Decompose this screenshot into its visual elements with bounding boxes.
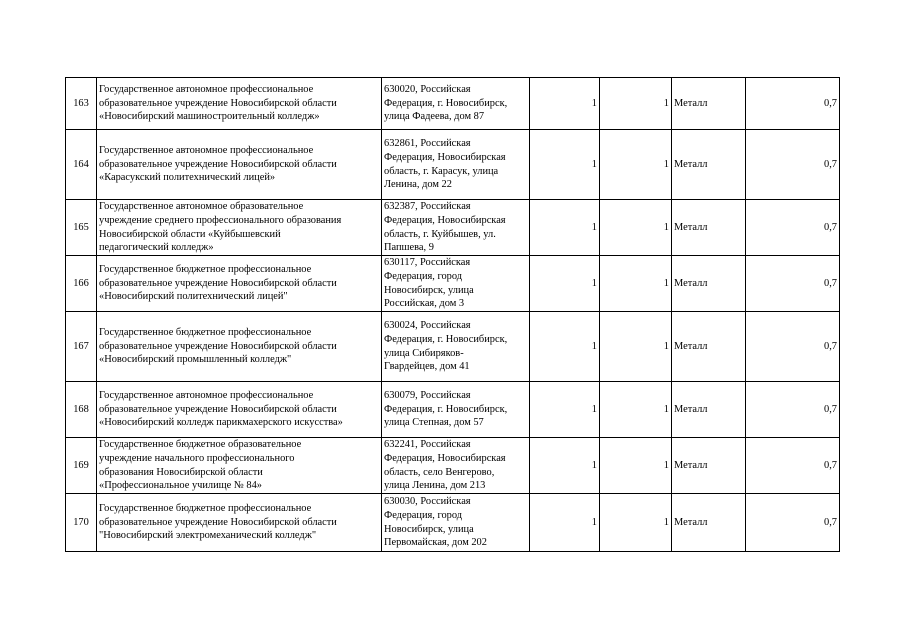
value-cell: 0,7 xyxy=(746,78,840,130)
quantity-cell: 1 xyxy=(530,130,600,200)
table-row xyxy=(66,438,840,494)
material-cell: Металл xyxy=(672,78,746,130)
institution-address: 632861, Российская Федерация, Новосибирская область, г. Карасук, улица Ленина, дом 22 xyxy=(382,130,530,200)
institution-name: Государственное бюджетное профессиональное образовательное учреждение Новосибирской области «Новосибирский промышленный колледж" xyxy=(97,312,382,382)
institution-address: 630030, Российская Федерация, город Новосибирск, улица Первомайская, дом 202 xyxy=(382,494,530,552)
quantity-cell: 1 xyxy=(530,312,600,382)
institution-address: 630117, Российская Федерация, город Новосибирск, улица Российская, дом 3 xyxy=(382,256,530,312)
table-row xyxy=(66,256,840,312)
row-number: 168 xyxy=(66,382,97,438)
value-cell: 0,7 xyxy=(746,382,840,438)
row-number: 167 xyxy=(66,312,97,382)
quantity-cell-2: 1 xyxy=(600,382,672,438)
value-cell: 0,7 xyxy=(746,256,840,312)
institution-name: Государственное автономное профессиональное образовательное учреждение Новосибирской области «Карасукский политехнический лицей» xyxy=(97,130,382,200)
table-row xyxy=(66,130,840,200)
row-number: 170 xyxy=(66,494,97,552)
institution-address: 630079, Российская Федерация, г. Новосибирск, улица Степная, дом 57 xyxy=(382,382,530,438)
material-cell: Металл xyxy=(672,130,746,200)
institution-name: Государственное автономное образовательное учреждение среднего профессионального образования Новосибирской области «Куйбышевский педагогический колледж» xyxy=(97,200,382,256)
table-row xyxy=(66,78,840,130)
value-cell: 0,7 xyxy=(746,130,840,200)
material-cell: Металл xyxy=(672,256,746,312)
quantity-cell: 1 xyxy=(530,200,600,256)
quantity-cell: 1 xyxy=(530,438,600,494)
quantity-cell: 1 xyxy=(530,382,600,438)
material-cell: Металл xyxy=(672,382,746,438)
row-number: 166 xyxy=(66,256,97,312)
institution-name: Государственное бюджетное образовательное учреждение начального профессионального образования Новосибирской области «Профессиональное училище № 84» xyxy=(97,438,382,494)
material-cell: Металл xyxy=(672,438,746,494)
value-cell: 0,7 xyxy=(746,438,840,494)
institution-name: Государственное бюджетное профессиональное образовательное учреждение Новосибирской области «Новосибирский политехнический лицей" xyxy=(97,256,382,312)
institution-name: Государственное автономное профессиональное образовательное учреждение Новосибирской области «Новосибирский колледж парикмахерского искусства» xyxy=(97,382,382,438)
row-number: 164 xyxy=(66,130,97,200)
quantity-cell-2: 1 xyxy=(600,78,672,130)
quantity-cell-2: 1 xyxy=(600,130,672,200)
table-row xyxy=(66,312,840,382)
institution-name: Государственное автономное профессиональное образовательное учреждение Новосибирской области «Новосибирский машиностроительный колледж» xyxy=(97,78,382,130)
institution-address: 632241, Российская Федерация, Новосибирская область, село Венгерово, улица Ленина, дом 213 xyxy=(382,438,530,494)
value-cell: 0,7 xyxy=(746,312,840,382)
table-row xyxy=(66,200,840,256)
quantity-cell-2: 1 xyxy=(600,438,672,494)
row-number: 169 xyxy=(66,438,97,494)
row-number: 165 xyxy=(66,200,97,256)
value-cell: 0,7 xyxy=(746,200,840,256)
value-cell: 0,7 xyxy=(746,494,840,552)
quantity-cell: 1 xyxy=(530,78,600,130)
institution-name: Государственное бюджетное профессиональное образовательное учреждение Новосибирской области "Новосибирский электромеханический колледж" xyxy=(97,494,382,552)
material-cell: Металл xyxy=(672,494,746,552)
table-row xyxy=(66,382,840,438)
table-row xyxy=(66,494,840,552)
material-cell: Металл xyxy=(672,312,746,382)
row-number: 163 xyxy=(66,78,97,130)
quantity-cell: 1 xyxy=(530,494,600,552)
quantity-cell-2: 1 xyxy=(600,256,672,312)
quantity-cell-2: 1 xyxy=(600,312,672,382)
quantity-cell: 1 xyxy=(530,256,600,312)
material-cell: Металл xyxy=(672,200,746,256)
institution-address: 630024, Российская Федерация, г. Новосибирск, улица Сибиряков- Гвардейцев, дом 41 xyxy=(382,312,530,382)
quantity-cell-2: 1 xyxy=(600,200,672,256)
table-body xyxy=(66,78,840,552)
institution-address: 632387, Российская Федерация, Новосибирская область, г. Куйбышев, ул. Папшева, 9 xyxy=(382,200,530,256)
quantity-cell-2: 1 xyxy=(600,494,672,552)
institutions-table xyxy=(65,77,840,552)
institution-address: 630020, Российская Федерация, г. Новосибирск, улица Фадеева, дом 87 xyxy=(382,78,530,130)
